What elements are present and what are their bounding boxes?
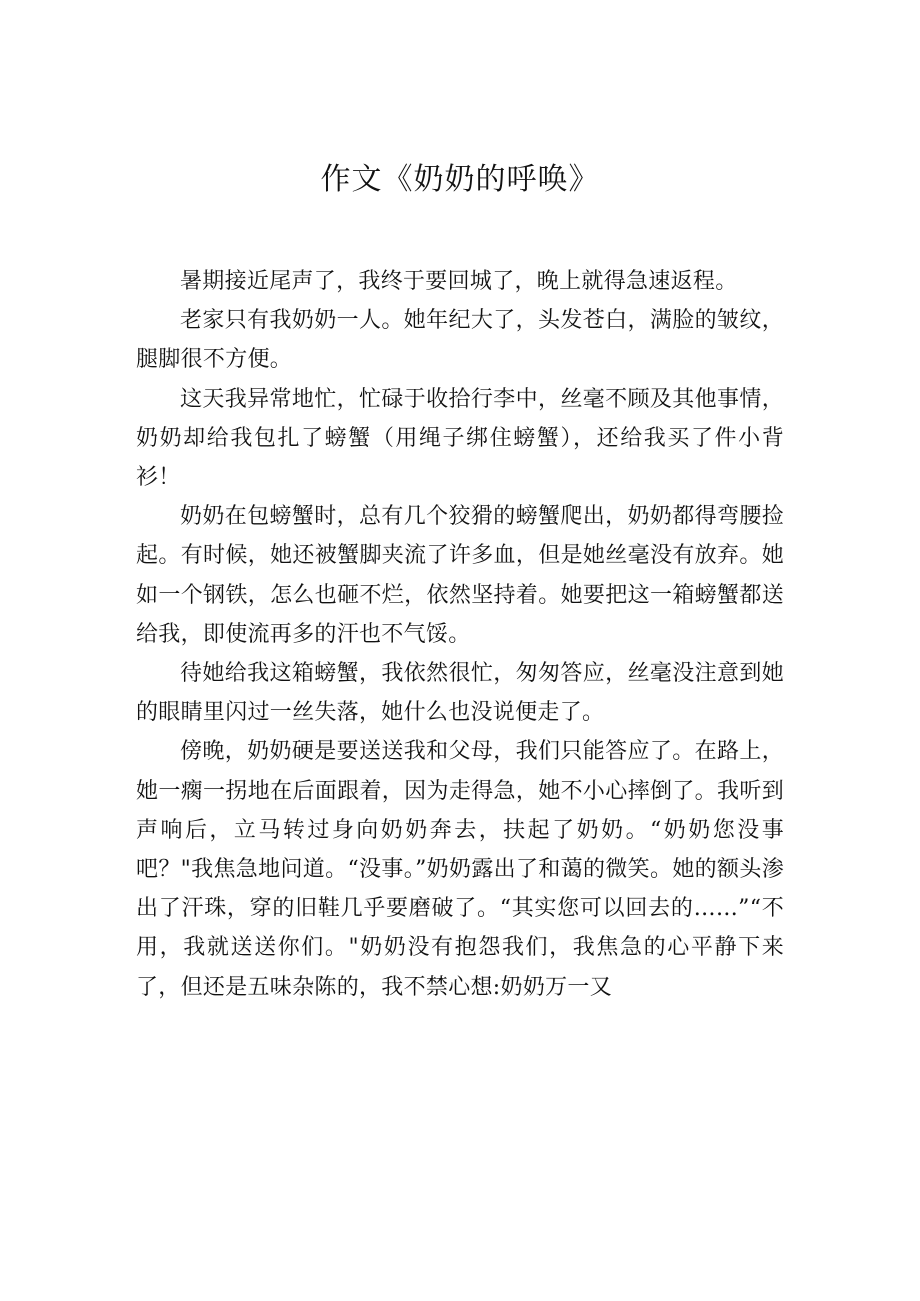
- paragraph-6: 傍晚，奶奶硬是要送送我和父母，我们只能答应了。在路上，她一瘸一拐地在后面跟着，因为走得急，她不小心摔倒了。我听到声响后，立马转过身向奶奶奔去，扶起了奶奶。“奶奶您没事吧？"我焦急地问道。“没事。”奶奶露出了和蔼的微笑。她的额头渗出了汗珠，穿的旧鞋几乎要磨破了。“其实您可以回去的……”“不用，我就送送你们。"奶奶没有抱怨我们，我焦急的心平静下来了，但还是五味杂陈的，我不禁心想:奶奶万一又: [136, 739, 784, 1000]
- paragraph-1: 暑期接近尾声了，我终于要回城了，晚上就得急速返程。: [180, 269, 738, 294]
- paragraph-5: 待她给我这箱螃蟹，我依然很忙，匆匆答应，丝毫没注意到她的眼睛里闪过一丝失落，她什么也没说便走了。: [136, 661, 784, 726]
- document-title: 作文《奶奶的呼唤》: [320, 162, 600, 197]
- paragraph-3: 这天我异常地忙，忙碌于收拾行李中，丝毫不顾及其他事情，奶奶却给我包扎了螃蟹（用绳子绑住螃蟹），还给我买了件小背衫！: [136, 386, 784, 491]
- paragraph-4: 奶奶在包螃蟹时，总有几个狡猾的螃蟹爬出，奶奶都得弯腰捡起。有时候，她还被蟹脚夹流了许多血，但是她丝毫没有放弃。她如一个钢铁，怎么也砸不烂，依然坚持着。她要把这一箱螃蟹都送给我，即使流再多的汗也不气馁。: [136, 504, 784, 647]
- document-body: [136, 262, 784, 1007]
- paragraph-2: 老家只有我奶奶一人。她年纪大了，头发苍白，满脸的皱纹，腿脚很不方便。: [136, 308, 784, 373]
